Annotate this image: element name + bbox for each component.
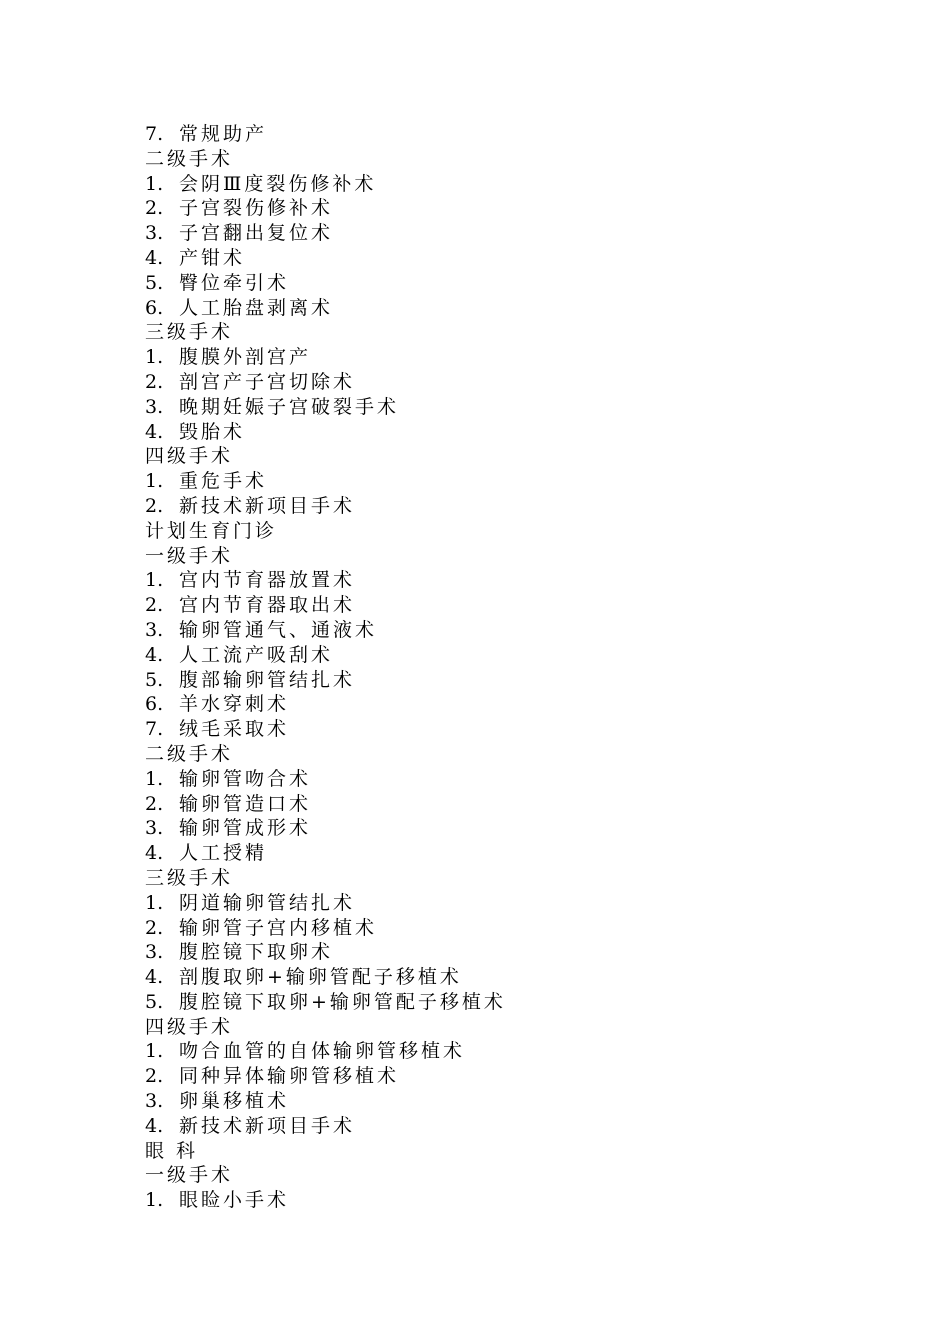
- list-item: [145, 618, 905, 643]
- item-text: 腹腔镜下取卵术: [179, 941, 334, 964]
- list-item: [145, 196, 905, 221]
- item-number: 6.: [145, 693, 164, 716]
- section-heading: [145, 544, 905, 569]
- list-item: [145, 717, 905, 742]
- item-number: 4.: [145, 1114, 164, 1137]
- item-number: 4.: [145, 420, 164, 443]
- section-heading: [145, 519, 905, 544]
- item-number: 2.: [145, 916, 164, 939]
- item-text: 腹部输卵管结扎术: [179, 668, 356, 691]
- list-item: [145, 1064, 905, 1089]
- section-heading: [145, 1139, 905, 1164]
- item-text: 人工流产吸刮术: [179, 643, 334, 666]
- item-number: 3.: [145, 1090, 164, 1113]
- item-text: 输卵管造口术: [179, 792, 312, 815]
- section-heading: [145, 1163, 905, 1188]
- list-item: [145, 816, 905, 841]
- item-text: 子宫裂伤修补术: [179, 197, 334, 220]
- section-heading: [145, 866, 905, 891]
- item-number: 4.: [145, 966, 164, 989]
- item-number: 5.: [145, 271, 164, 294]
- item-text: 常规助产: [179, 123, 268, 145]
- item-text: 输卵管吻合术: [179, 767, 312, 790]
- heading-text: 二级手术: [145, 147, 234, 170]
- item-number: 6.: [145, 296, 164, 319]
- item-number: 2.: [145, 1065, 164, 1088]
- list-item: [145, 916, 905, 941]
- item-number: 2.: [145, 370, 164, 393]
- item-text: 吻合血管的自体输卵管移植术: [179, 1040, 466, 1063]
- item-number: 3.: [145, 222, 164, 245]
- item-text: 新技术新项目手术: [179, 494, 356, 517]
- list-item: [145, 568, 905, 593]
- item-number: 5.: [145, 990, 164, 1013]
- item-text: 卵巢移植术: [179, 1090, 290, 1113]
- section-heading: [145, 1015, 905, 1040]
- item-number: 3.: [145, 941, 164, 964]
- list-item: [145, 246, 905, 271]
- heading-text: 三级手术: [145, 321, 234, 344]
- list-item: [145, 1089, 905, 1114]
- item-text: 剖腹取卵+输卵管配子移植术: [179, 966, 462, 989]
- list-item: [145, 469, 905, 494]
- item-text: 臀位牵引术: [179, 271, 290, 294]
- list-item: [145, 1114, 905, 1139]
- item-text: 人工授精: [179, 842, 268, 865]
- list-item: [145, 271, 905, 296]
- item-text: 输卵管子宫内移植术: [179, 916, 378, 939]
- heading-text: 眼 科: [145, 1139, 199, 1162]
- list-item: [145, 643, 905, 668]
- heading-text: 四级手术: [145, 1015, 234, 1038]
- item-number: 7.: [145, 123, 164, 145]
- section-heading: [145, 742, 905, 767]
- item-number: 1.: [145, 891, 164, 914]
- heading-text: 三级手术: [145, 866, 234, 889]
- item-number: 1.: [145, 470, 164, 493]
- section-heading: [145, 147, 905, 172]
- item-number: 1.: [145, 569, 164, 592]
- list-item: [145, 990, 905, 1015]
- section-heading: [145, 320, 905, 345]
- item-number: 1.: [145, 1040, 164, 1063]
- list-item: [145, 593, 905, 618]
- item-number: 7.: [145, 718, 164, 741]
- list-item: [145, 494, 905, 519]
- item-text: 输卵管成形术: [179, 817, 312, 840]
- item-number: 5.: [145, 668, 164, 691]
- list-item: [145, 345, 905, 370]
- list-item: [145, 668, 905, 693]
- item-text: 宫内节育器放置术: [179, 569, 356, 592]
- heading-text: 一级手术: [145, 544, 234, 567]
- item-text: 人工胎盘剥离术: [179, 296, 334, 319]
- item-text: 输卵管通气、通液术: [179, 618, 378, 641]
- list-item: [145, 767, 905, 792]
- list-item: [145, 1188, 905, 1213]
- item-number: 4.: [145, 246, 164, 269]
- item-text: 毁胎术: [179, 420, 246, 443]
- item-number: 1.: [145, 172, 164, 195]
- item-text: 宫内节育器取出术: [179, 594, 356, 617]
- item-text: 产钳术: [179, 246, 246, 269]
- item-number: 1.: [145, 767, 164, 790]
- heading-text: 四级手术: [145, 445, 234, 468]
- list-item: [145, 965, 905, 990]
- item-text: 绒毛采取术: [179, 718, 290, 741]
- item-number: 2.: [145, 197, 164, 220]
- list-item: [145, 221, 905, 246]
- item-text: 晚期妊娠子宫破裂手术: [179, 395, 400, 418]
- list-item: [145, 296, 905, 321]
- item-number: 3.: [145, 817, 164, 840]
- item-text: 会阴Ⅲ度裂伤修补术: [179, 172, 377, 195]
- item-text: 子宫翻出复位术: [179, 222, 334, 245]
- list-item: [145, 370, 905, 395]
- item-text: 腹膜外剖宫产: [179, 346, 312, 369]
- item-number: 4.: [145, 643, 164, 666]
- heading-text: 计划生育门诊: [145, 519, 278, 542]
- section-heading: [145, 444, 905, 469]
- item-text: 重危手术: [179, 470, 268, 493]
- item-text: 羊水穿刺术: [179, 693, 290, 716]
- list-item: [145, 1039, 905, 1064]
- item-number: 2.: [145, 792, 164, 815]
- item-number: 3.: [145, 618, 164, 641]
- heading-text: 一级手术: [145, 1164, 234, 1187]
- item-number: 4.: [145, 842, 164, 865]
- list-item: [145, 841, 905, 866]
- list-item: [145, 792, 905, 817]
- item-number: 2.: [145, 594, 164, 617]
- list-item: [145, 395, 905, 420]
- item-text: 腹腔镜下取卵+输卵管配子移植术: [179, 990, 506, 1013]
- item-number: 2.: [145, 494, 164, 517]
- surgery-list: [145, 122, 905, 1213]
- item-text: 同种异体输卵管移植术: [179, 1065, 400, 1088]
- list-item: [145, 940, 905, 965]
- item-number: 1.: [145, 1189, 164, 1212]
- item-text: 眼睑小手术: [179, 1189, 290, 1212]
- item-text: 新技术新项目手术: [179, 1114, 356, 1137]
- item-number: 3.: [145, 395, 164, 418]
- list-item: [145, 420, 905, 445]
- list-item: [145, 122, 905, 147]
- item-text: 剖宫产子宫切除术: [179, 370, 356, 393]
- heading-text: 二级手术: [145, 742, 234, 765]
- item-text: 阴道输卵管结扎术: [179, 891, 356, 914]
- list-item: [145, 692, 905, 717]
- list-item: [145, 891, 905, 916]
- list-item: [145, 172, 905, 197]
- item-number: 1.: [145, 346, 164, 369]
